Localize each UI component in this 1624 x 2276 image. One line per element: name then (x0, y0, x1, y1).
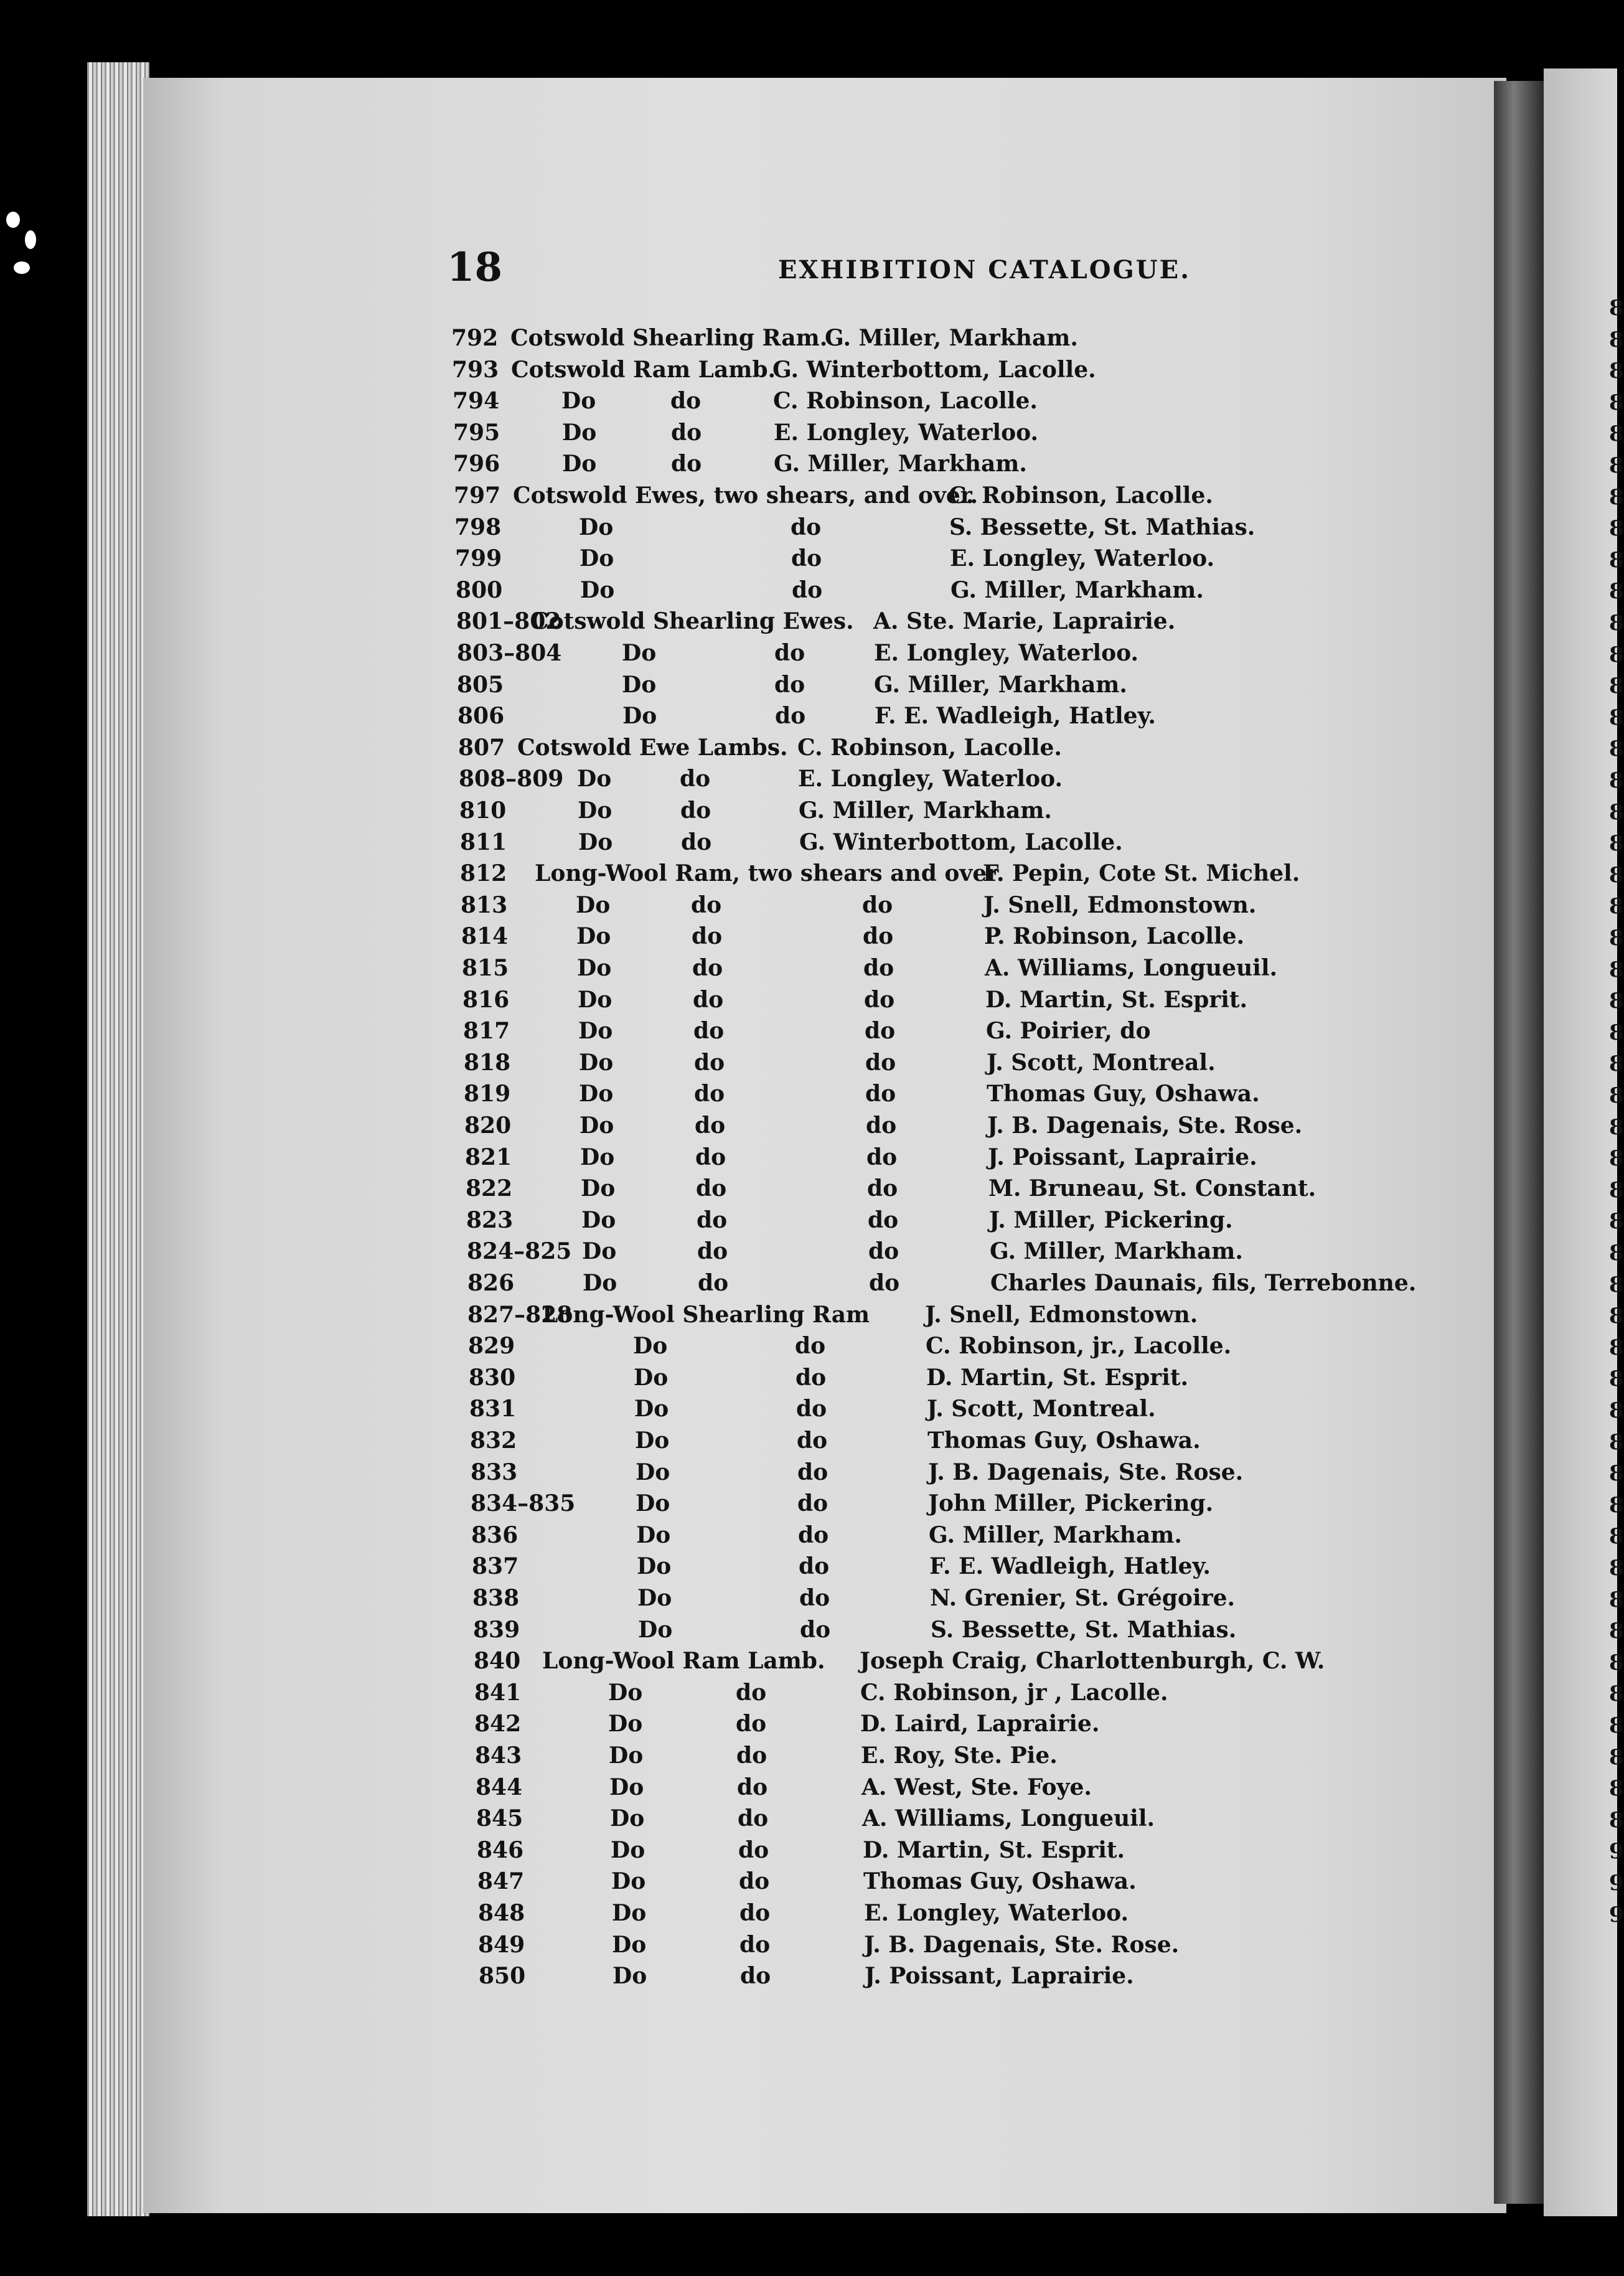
exhibitor: J. Scott, Montreal. (927, 1396, 1156, 1422)
entry-number: 799 (455, 545, 502, 572)
class-name: Long-Wool Shearling Ram (542, 1301, 870, 1328)
facing-page-digit: 8 (1609, 1619, 1624, 1644)
facing-page-digit: 8 (1609, 705, 1624, 730)
entry-number: 834–835 (471, 1490, 576, 1517)
ditto-class: Do (637, 1585, 672, 1611)
facing-page-digit: 8 (1609, 1524, 1624, 1549)
facing-page-digit: 8 (1609, 484, 1624, 510)
facing-page-digit: 8 (1609, 1429, 1624, 1455)
ditto-class: Do (633, 1333, 668, 1360)
exhibitor: Charles Daunais, fils, Terrebonne. (990, 1270, 1417, 1296)
ditto-class: Do (608, 1679, 643, 1706)
ditto-detail: do (694, 1081, 725, 1107)
entry-number: 827–828 (467, 1301, 573, 1328)
entry-number: 808–809 (459, 766, 564, 792)
ditto-class: Do (578, 986, 613, 1013)
facing-page-digit: 8 (1609, 390, 1624, 415)
exhibitor: G. Winterbottom, Lacolle. (772, 356, 1096, 383)
ditto-class: Do (581, 1206, 616, 1233)
entry-number: 796 (453, 451, 500, 477)
ditto-detail: do (671, 419, 702, 446)
ditto-age: do (866, 1112, 897, 1139)
ditto-class: Do (580, 1112, 614, 1139)
exhibitor: P. Robinson, Lacolle. (984, 923, 1245, 950)
exhibitor: C. Robinson, jr , Lacolle. (860, 1679, 1168, 1706)
entry-number: 792 (451, 325, 499, 351)
ditto-class: Do (561, 388, 596, 415)
running-title: EXHIBITION CATALOGUE. (778, 255, 1191, 284)
entry-number: 849 (478, 1931, 525, 1958)
ditto-class: Do (622, 703, 657, 730)
exhibitor: S. Bessette, St. Mathias. (931, 1616, 1237, 1643)
entry-number: 822 (466, 1175, 513, 1202)
ditto-age: do (863, 955, 894, 981)
entry-number: 807 (458, 734, 505, 761)
ditto-detail: do (797, 1459, 828, 1485)
class-name: Cotswold Ewes, two shears, and over. (513, 482, 978, 509)
facing-page-digit: 8 (1609, 1556, 1624, 1581)
exhibitor: S. Bessette, St. Mathias. (949, 514, 1256, 540)
facing-page-digit: 8 (1609, 1681, 1624, 1707)
entry-number: 838 (472, 1585, 520, 1611)
entry-number: 840 (474, 1648, 521, 1675)
ditto-class: Do (577, 766, 612, 792)
ditto-class: Do (580, 576, 615, 603)
exhibitor: G. Miller, Markham. (825, 325, 1078, 351)
exhibitor: E. Roy, Ste. Pie. (861, 1742, 1058, 1769)
ditto-detail: do (774, 640, 805, 666)
facing-page-digit: 8 (1609, 799, 1624, 825)
facing-page-digit: 8 (1609, 1776, 1624, 1802)
ditto-class: Do (611, 1836, 645, 1863)
exhibitor: G. Miller, Markham. (774, 451, 1027, 477)
ditto-detail: do (692, 923, 723, 950)
ditto-age: do (864, 986, 895, 1013)
exhibitor: J. Snell, Edmonstown. (925, 1301, 1198, 1328)
ditto-detail: do (796, 1396, 827, 1422)
entry-number: 793 (452, 356, 499, 383)
ditto-detail: do (792, 576, 823, 603)
facing-page-digit: 8 (1609, 547, 1624, 573)
entry-number: 837 (472, 1553, 519, 1580)
entry-number: 830 (469, 1364, 516, 1391)
ditto-detail: do (799, 1585, 830, 1611)
entry-number: 850 (479, 1963, 526, 1990)
exhibitor: Joseph Craig, Charlottenburgh, C. W. (860, 1648, 1325, 1675)
exhibitor: C. Robinson, jr., Lacolle. (926, 1333, 1232, 1360)
ditto-age: do (869, 1270, 900, 1296)
ditto-detail: do (774, 671, 805, 698)
entry-number: 824–825 (467, 1238, 572, 1265)
ditto-age: do (865, 1018, 896, 1045)
exhibitor: D. Laird, Laprairie. (860, 1711, 1100, 1738)
entry-number: 831 (469, 1396, 517, 1422)
facing-page-digit: 8 (1609, 1083, 1624, 1108)
class-name: Long-Wool Ram Lamb. (542, 1648, 825, 1675)
class-name: Cotswold Ram Lamb. (511, 356, 776, 383)
entry-number: 839 (473, 1616, 520, 1643)
ditto-class: Do (578, 1018, 613, 1045)
entry-number: 844 (476, 1774, 523, 1800)
entry-number: 848 (478, 1900, 525, 1926)
exhibitor: John Miller, Pickering. (928, 1490, 1214, 1517)
facing-page-digit: 8 (1609, 579, 1624, 604)
ditto-class: Do (578, 797, 613, 824)
exhibitor: F. E. Wadleigh, Hatley. (929, 1553, 1211, 1580)
ditto-age: do (862, 891, 893, 918)
scan-speck (25, 230, 36, 249)
exhibitor: J. B. Dagenais, Ste. Rose. (987, 1112, 1303, 1139)
ditto-detail: do (694, 1049, 725, 1076)
ditto-class: Do (577, 955, 612, 981)
exhibitor: G. Miller, Markham. (990, 1238, 1243, 1265)
ditto-class: Do (636, 1459, 670, 1485)
entry-number: 816 (462, 986, 510, 1013)
facing-page-digit: 8 (1609, 1114, 1624, 1140)
entry-number: 817 (463, 1018, 510, 1045)
ditto-class: Do (562, 451, 597, 477)
ditto-age: do (865, 1081, 896, 1107)
ditto-class: Do (638, 1616, 673, 1643)
ditto-class: Do (578, 829, 613, 855)
exhibitor: C. Robinson, Lacolle. (949, 482, 1213, 509)
facing-page-digit: 8 (1609, 1304, 1624, 1329)
facing-page-digit: 8 (1609, 516, 1624, 542)
facing-page-digit: 8 (1609, 1177, 1624, 1203)
ditto-detail: do (736, 1742, 767, 1769)
facing-page-digit: 8 (1609, 1051, 1624, 1077)
entry-number: 812 (460, 860, 507, 887)
ditto-detail: do (799, 1553, 830, 1580)
ditto-detail: do (736, 1679, 767, 1706)
facing-page-digit: 8 (1609, 862, 1624, 888)
facing-page-digit: 8 (1609, 359, 1624, 384)
entry-number: 805 (457, 671, 504, 698)
ditto-detail: do (693, 986, 724, 1013)
facing-page-digit: 8 (1609, 831, 1624, 857)
entry-number: 797 (454, 482, 501, 509)
ditto-class: Do (609, 1742, 644, 1769)
entry-number: 810 (459, 797, 507, 824)
class-name: Cotswold Shearling Ram. (510, 325, 828, 351)
ditto-class: Do (622, 671, 657, 698)
ditto-class: Do (609, 1774, 644, 1800)
facing-page-digit: 8 (1609, 1366, 1624, 1392)
facing-page-digit: 8 (1609, 894, 1624, 919)
exhibitor: G. Miller, Markham. (929, 1521, 1182, 1548)
entry-number: 846 (477, 1836, 524, 1863)
ditto-detail: do (795, 1333, 826, 1360)
entry-number: 800 (456, 576, 503, 603)
facing-page-digit: 8 (1609, 1807, 1624, 1833)
facing-page-digit: 9 (1609, 1902, 1624, 1927)
facing-page-digit: 8 (1609, 1209, 1624, 1234)
entry-number: 815 (462, 955, 509, 981)
entry-number: 842 (474, 1711, 522, 1738)
exhibitor: C. Robinson, Lacolle. (773, 388, 1038, 415)
exhibitor: E. Longley, Waterloo. (874, 640, 1139, 666)
ditto-class: Do (634, 1396, 669, 1422)
ditto-detail: do (680, 797, 711, 824)
class-name: Long-Wool Ram, two shears and over. (535, 860, 1005, 887)
entry-number: 823 (466, 1206, 514, 1233)
exhibitor: J. Poissant, Laprairie. (865, 1963, 1134, 1990)
facing-page-digit: 8 (1609, 1587, 1624, 1612)
entry-number: 821 (465, 1144, 512, 1170)
ditto-detail: do (737, 1774, 768, 1800)
entry-number: 818 (464, 1049, 511, 1076)
exhibitor: D. Martin, St. Esprit. (863, 1836, 1125, 1863)
facing-page-digit: 8 (1609, 611, 1624, 636)
ditto-class: Do (579, 514, 614, 540)
ditto-detail: do (691, 891, 722, 918)
entry-number: 843 (475, 1742, 522, 1769)
ditto-detail: do (695, 1112, 726, 1139)
facing-page-digit: 8 (1609, 674, 1624, 699)
ditto-detail: do (670, 388, 702, 415)
ditto-detail: do (681, 829, 712, 855)
ditto-detail: do (671, 451, 702, 477)
ditto-class: Do (580, 545, 614, 572)
ditto-detail: do (739, 1868, 770, 1895)
ditto-detail: do (797, 1427, 828, 1454)
ditto-class: Do (580, 1144, 615, 1170)
entry-number: 841 (474, 1679, 522, 1706)
facing-page-digit: 8 (1609, 453, 1624, 478)
ditto-class: Do (583, 1270, 617, 1296)
exhibitor: M. Bruneau, St. Constant. (988, 1175, 1317, 1202)
exhibitor: A. Ste. Marie, Laprairie. (873, 608, 1176, 635)
ditto-class: Do (636, 1490, 670, 1517)
exhibitor: G. Winterbottom, Lacolle. (799, 829, 1123, 855)
exhibitor: E. Longley, Waterloo. (864, 1900, 1129, 1926)
entry-number: 819 (464, 1081, 511, 1107)
ditto-age: do (867, 1175, 898, 1202)
exhibitor: Thomas Guy, Oshawa. (987, 1081, 1260, 1107)
entry-number: 795 (453, 419, 500, 446)
ditto-age: do (863, 923, 894, 950)
ditto-class: Do (612, 1931, 647, 1958)
exhibitor: A. West, Ste. Foye. (861, 1774, 1092, 1800)
exhibitor: D. Martin, St. Esprit. (985, 986, 1248, 1013)
exhibitor: N. Grenier, St. Grégoire. (930, 1585, 1236, 1611)
scan-speck (6, 212, 20, 228)
facing-page (1544, 68, 1617, 2216)
facing-page-digit: 8 (1609, 1650, 1624, 1675)
ditto-detail: do (738, 1836, 769, 1863)
exhibitor: D. Martin, St. Esprit. (926, 1364, 1189, 1391)
facing-page-digit: 8 (1609, 768, 1624, 793)
ditto-class: Do (608, 1711, 643, 1738)
ditto-age: do (866, 1144, 898, 1170)
entry-number: 820 (464, 1112, 512, 1139)
ditto-detail: do (736, 1711, 767, 1738)
ditto-class: Do (562, 419, 597, 446)
ditto-detail: do (775, 703, 806, 730)
entry-number: 813 (461, 891, 508, 918)
ditto-detail: do (680, 766, 711, 792)
entry-number: 803–804 (457, 640, 562, 666)
ditto-class: Do (612, 1900, 647, 1926)
ditto-detail: do (738, 1805, 769, 1832)
exhibitor: G. Miller, Markham. (874, 671, 1127, 698)
ditto-detail: do (739, 1931, 771, 1958)
exhibitor: Thomas Guy, Oshawa. (863, 1868, 1137, 1895)
facing-page-digit: 8 (1609, 1744, 1624, 1770)
ditto-detail: do (800, 1616, 831, 1643)
ditto-class: Do (581, 1175, 616, 1202)
ditto-detail: do (696, 1175, 727, 1202)
facing-page-digit: 8 (1609, 1020, 1624, 1045)
class-name: Cotswold Ewe Lambs. (517, 734, 788, 761)
ditto-class: Do (635, 1427, 670, 1454)
ditto-detail: do (739, 1900, 771, 1926)
book-gutter (1494, 81, 1544, 2204)
facing-page-digit: 8 (1609, 1146, 1624, 1172)
scan-speck (14, 261, 30, 274)
entry-number: 829 (468, 1333, 515, 1360)
ditto-detail: do (797, 1490, 828, 1517)
facing-page-digit: 8 (1609, 327, 1624, 352)
ditto-class: Do (579, 1049, 614, 1076)
ditto-class: Do (637, 1553, 672, 1580)
ditto-class: Do (576, 923, 611, 950)
ditto-detail: do (798, 1521, 829, 1548)
facing-page-digit: 8 (1609, 296, 1624, 321)
facing-page-digit: 8 (1609, 736, 1624, 762)
facing-page-digit: 8 (1609, 989, 1624, 1014)
facing-page-digit: 8 (1609, 1713, 1624, 1738)
ditto-class: Do (613, 1963, 647, 1990)
exhibitor: F. Pepin, Cote St. Michel. (983, 860, 1300, 887)
ditto-detail: do (698, 1270, 729, 1296)
ditto-age: do (868, 1238, 899, 1265)
ditto-class: Do (622, 640, 657, 666)
ditto-detail: do (695, 1144, 726, 1170)
ditto-class: Do (634, 1364, 669, 1391)
entry-number: 811 (460, 829, 507, 855)
ditto-detail: do (740, 1963, 771, 1990)
facing-page-digit: 8 (1609, 1272, 1624, 1297)
ditto-class: Do (610, 1805, 645, 1832)
entry-number: 794 (453, 388, 500, 415)
ditto-class: Do (611, 1868, 646, 1895)
ditto-detail: do (693, 1018, 725, 1045)
facing-page-digit: 8 (1609, 1398, 1624, 1423)
exhibitor: J. Scott, Montreal. (987, 1049, 1216, 1076)
facing-page-digit: 8 (1609, 642, 1624, 667)
facing-page-digit: 8 (1609, 926, 1624, 951)
exhibitor: J. Poissant, Laprairie. (988, 1144, 1257, 1170)
ditto-detail: do (692, 955, 723, 981)
ditto-detail: do (791, 514, 822, 540)
facing-page-digit: 9 (1609, 1839, 1624, 1865)
exhibitor: C. Robinson, Lacolle. (797, 734, 1062, 761)
ditto-age: do (868, 1206, 899, 1233)
exhibitor: A. Williams, Longueuil. (862, 1805, 1155, 1832)
page-edges (87, 62, 149, 2216)
exhibitor: A. Williams, Longueuil. (985, 955, 1278, 981)
entry-number: 847 (477, 1868, 525, 1895)
exhibitor: E. Longley, Waterloo. (798, 766, 1063, 792)
page-number: 18 (447, 244, 503, 291)
facing-page-digit: 8 (1609, 421, 1624, 447)
facing-page-digit: 8 (1609, 1461, 1624, 1487)
entry-number: 832 (470, 1427, 517, 1454)
exhibitor: F. E. Wadleigh, Hatley. (875, 703, 1156, 730)
entry-number: 826 (467, 1270, 515, 1296)
exhibitor: G. Miller, Markham. (950, 576, 1204, 603)
exhibitor: J. B. Dagenais, Ste. Rose. (928, 1459, 1244, 1485)
entry-number: 806 (458, 703, 505, 730)
exhibitor: G. Miller, Markham. (799, 797, 1052, 824)
exhibitor: J. B. Dagenais, Ste. Rose. (864, 1931, 1180, 1958)
exhibitor: J. Miller, Pickering. (989, 1206, 1233, 1233)
exhibitor: E. Longley, Waterloo. (774, 419, 1039, 446)
facing-page-digit: 8 (1609, 1241, 1624, 1266)
ditto-detail: do (791, 545, 822, 572)
exhibitor: J. Snell, Edmonstown. (983, 891, 1257, 918)
ditto-class: Do (636, 1521, 671, 1548)
entry-number: 814 (461, 923, 509, 950)
facing-page-digit: 8 (1609, 957, 1624, 982)
exhibitor: G. Poirier, do (986, 1018, 1151, 1045)
exhibitor: E. Longley, Waterloo. (950, 545, 1215, 572)
facing-page-digit: 8 (1609, 1335, 1624, 1360)
exhibitor: Thomas Guy, Oshawa. (927, 1427, 1201, 1454)
entry-number: 833 (471, 1459, 518, 1485)
entry-number: 845 (476, 1805, 523, 1832)
entry-number: 798 (454, 514, 502, 540)
ditto-detail: do (697, 1206, 728, 1233)
entry-number: 836 (471, 1521, 519, 1548)
ditto-detail: do (697, 1238, 728, 1265)
class-name: Cotswold Shearling Ewes. (531, 608, 854, 635)
ditto-class: Do (579, 1081, 614, 1107)
facing-page-digit: 8 (1609, 1492, 1624, 1518)
facing-page-digit: 9 (1609, 1871, 1624, 1896)
ditto-age: do (865, 1049, 896, 1076)
ditto-class: Do (582, 1238, 617, 1265)
entry-number: 801–802 (456, 608, 561, 635)
ditto-class: Do (576, 891, 611, 918)
ditto-detail: do (796, 1364, 827, 1391)
